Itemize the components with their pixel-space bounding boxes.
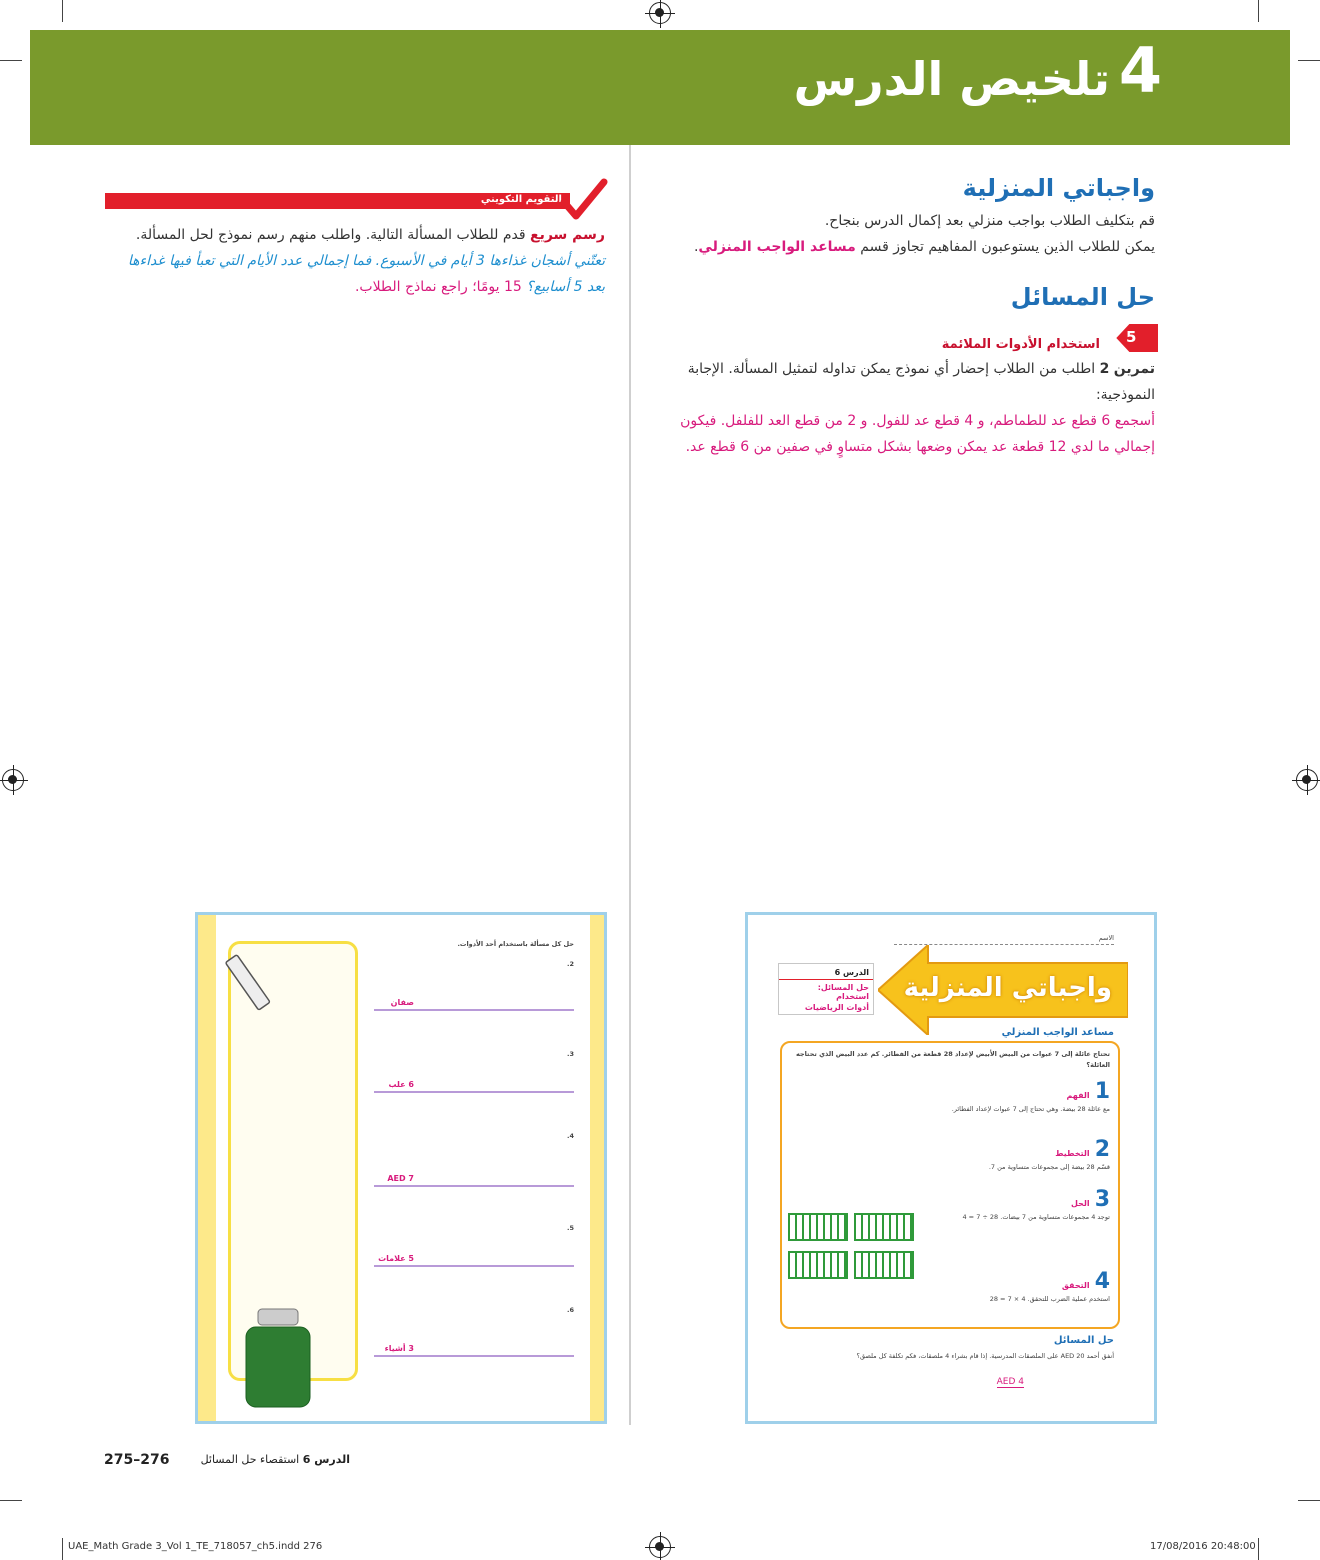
left-item-5: 5. 5 علامات xyxy=(374,1223,574,1267)
assessment-line-3: بعد 5 أسابيع؟ 15 يومًا؛ راجع نماذج الطلاب. xyxy=(354,279,605,295)
egg-carton-icon xyxy=(788,1251,848,1279)
registration-mark-icon xyxy=(649,2,671,24)
robot-figure-icon xyxy=(238,1305,318,1415)
arrow-flag-icon xyxy=(1115,323,1159,353)
left-item-4: 4. AED 7 xyxy=(374,1131,574,1187)
checkmark-icon xyxy=(560,178,608,220)
exercise-line-1: تمرين 2 اطلب من الطلاب إحضار أي نموذج يمكن تداوله لتمثيل المسألة. الإجابة النموذجية: xyxy=(687,361,1155,403)
chapter-banner xyxy=(30,30,1290,145)
homework-text xyxy=(595,208,1155,260)
assessment-text xyxy=(105,222,605,300)
helper-problem: تحتاج عائلة إلى 7 عبوات من البيض الأبيض لإعداد 28 قطعة من الفطائر. كم عدد البيض الذي تحتاجه العائلة؟ xyxy=(795,1050,1110,1069)
answer-2: صفان xyxy=(390,998,414,1007)
helper-heading: مساعد الواجب المنزلي xyxy=(1001,1027,1114,1038)
step-3-text: توجد 4 مجموعات متساوية من 7 بيضات. 28 ÷ 7 = 4 xyxy=(962,1213,1110,1221)
assessment-ribbon xyxy=(105,193,570,209)
step-2: 2 التخطيط قسّم 28 بيضة إلى مجموعات متساوية من 7. xyxy=(910,1137,1110,1173)
egg-cartons xyxy=(788,1213,918,1281)
ribbon-label: التقويم التكويني xyxy=(480,194,562,205)
exercise-text xyxy=(655,356,1155,460)
page-gutter xyxy=(629,145,631,1425)
answer-5: 5 علامات xyxy=(378,1254,414,1263)
left-thumb-header: حل كل مسألة باستخدام أحد الأدوات. xyxy=(457,940,574,948)
step-1: 1 الفهم مع عائلة 28 بيضة. وهي تحتاج إلى 7 عبوات لإعداد الفطائر. xyxy=(910,1079,1110,1115)
egg-carton-icon xyxy=(854,1251,914,1279)
flag-number: 5 xyxy=(1126,328,1137,346)
banner-title: تلخيص الدرس xyxy=(793,52,1110,106)
answer-4: AED 7 xyxy=(387,1174,414,1183)
homework-line-1: قم بتكليف الطلاب بواجب منزلي بعد إكمال الدرس بنجاح. xyxy=(824,213,1155,229)
file-name: UAE_Math Grade 3_Vol 1_TE_718057_ch5.indd 276 xyxy=(68,1541,323,1552)
answer-3: 6 علب xyxy=(388,1080,414,1089)
worksheet-title: واجباتي المنزلية xyxy=(903,973,1112,1003)
egg-carton-icon xyxy=(854,1213,914,1241)
thumb-ps-text: أنفق أحمد 20 AED على الملصقات المدرسية. إذا قام بشراء 4 ملصقات، فكم تكلفة كل ملصق؟ xyxy=(856,1352,1114,1360)
left-item-6: 6. 3 أشياء xyxy=(374,1305,574,1357)
step-4-text: استخدم عملية الضرب للتحقق. 4 × 7 = 28 xyxy=(989,1295,1110,1303)
crop-mark xyxy=(0,1500,22,1501)
page-label: الدرس 6 استقصاء حل المسائل xyxy=(200,1453,350,1466)
step-1-text: مع عائلة 28 بيضة. وهي تحتاج إلى 7 عبوات لإعداد الفطائر. xyxy=(951,1105,1110,1113)
answer-6: 3 أشياء xyxy=(384,1344,414,1353)
page-range: 275–276 xyxy=(104,1452,170,1468)
exercise-line-2: أسجمع 6 قطع عد للطماطم، و 4 قطع عد للفول. و 2 من قطع العد للفلفل. فيكون xyxy=(680,413,1155,429)
lesson-sub-2: أدوات الرياضيات xyxy=(804,1003,869,1012)
left-yellow-strip xyxy=(198,915,216,1421)
thumb-ps-heading: حل المسائل xyxy=(1053,1335,1114,1346)
crop-mark xyxy=(1298,60,1320,61)
exercise-line-3: إجمالي ما لدي 12 قطعة عد يمكن وضعها بشكل متساوٍ في صفين من 6 قطع عد. xyxy=(685,439,1155,455)
crop-mark xyxy=(1298,1500,1320,1501)
assessment-line-2: تعتّني أشجان غذاءها 3 أيام في الأسبوع. فما إجمالي عدد الأيام التي تعبأ فيها غداءها xyxy=(127,253,605,269)
crop-mark xyxy=(1258,1538,1259,1560)
step-3: 3 الحل توجد 4 مجموعات متساوية من 7 بيضات. 28 ÷ 7 = 4 xyxy=(950,1187,1110,1223)
helper-box xyxy=(780,1041,1120,1329)
homework-heading: واجباتي المنزلية xyxy=(962,174,1155,202)
homework-bold: مساعد الواجب المنزلي xyxy=(698,239,856,255)
egg-carton-icon xyxy=(788,1213,848,1241)
registration-mark-icon xyxy=(1296,769,1318,791)
worksheet-thumbnail-right xyxy=(745,912,1157,1424)
lesson-sub: حل المسائل: استخدام xyxy=(817,983,869,1001)
name-line: الاسم xyxy=(894,933,1114,945)
pencil-icon xyxy=(218,951,278,1021)
worksheet-thumbnail-left xyxy=(195,912,607,1424)
timestamp: 17/08/2016 20:48:00 xyxy=(1150,1541,1256,1552)
registration-mark-icon xyxy=(2,769,24,791)
crop-mark xyxy=(0,60,22,61)
thumb-answer: AED 4 xyxy=(996,1377,1024,1387)
left-yellow-strip-right xyxy=(590,915,604,1421)
banner-number: 4 xyxy=(1118,34,1162,107)
assessment-line-1: رسم سريع قدم للطلاب المسألة التالية. واطلب منهم رسم نموذج لحل المسألة. xyxy=(135,227,605,243)
homework-line-2: يمكن للطلاب الذين يستوعبون المفاهيم تجاوز قسم مساعد الواجب المنزلي. xyxy=(693,239,1155,255)
step-2-text: قسّم 28 بيضة إلى مجموعات متساوية من 7. xyxy=(988,1163,1110,1171)
left-item-3: 3. 6 علب xyxy=(374,1049,574,1093)
lesson-label: الدرس 6 xyxy=(779,964,873,980)
registration-mark-icon xyxy=(649,1536,671,1558)
lesson-box xyxy=(778,963,874,1015)
problem-solving-heading: حل المسائل xyxy=(1010,283,1155,311)
crop-mark xyxy=(62,1538,63,1560)
practice-label: استخدام الأدوات الملائمة xyxy=(941,337,1100,352)
step-4: 4 التحقق استخدم عملية الضرب للتحقق. 4 × 7 = 28 xyxy=(930,1269,1110,1305)
left-item-2: 2. صفان xyxy=(374,959,574,1011)
crop-mark xyxy=(1258,0,1259,22)
crop-mark xyxy=(62,0,63,22)
